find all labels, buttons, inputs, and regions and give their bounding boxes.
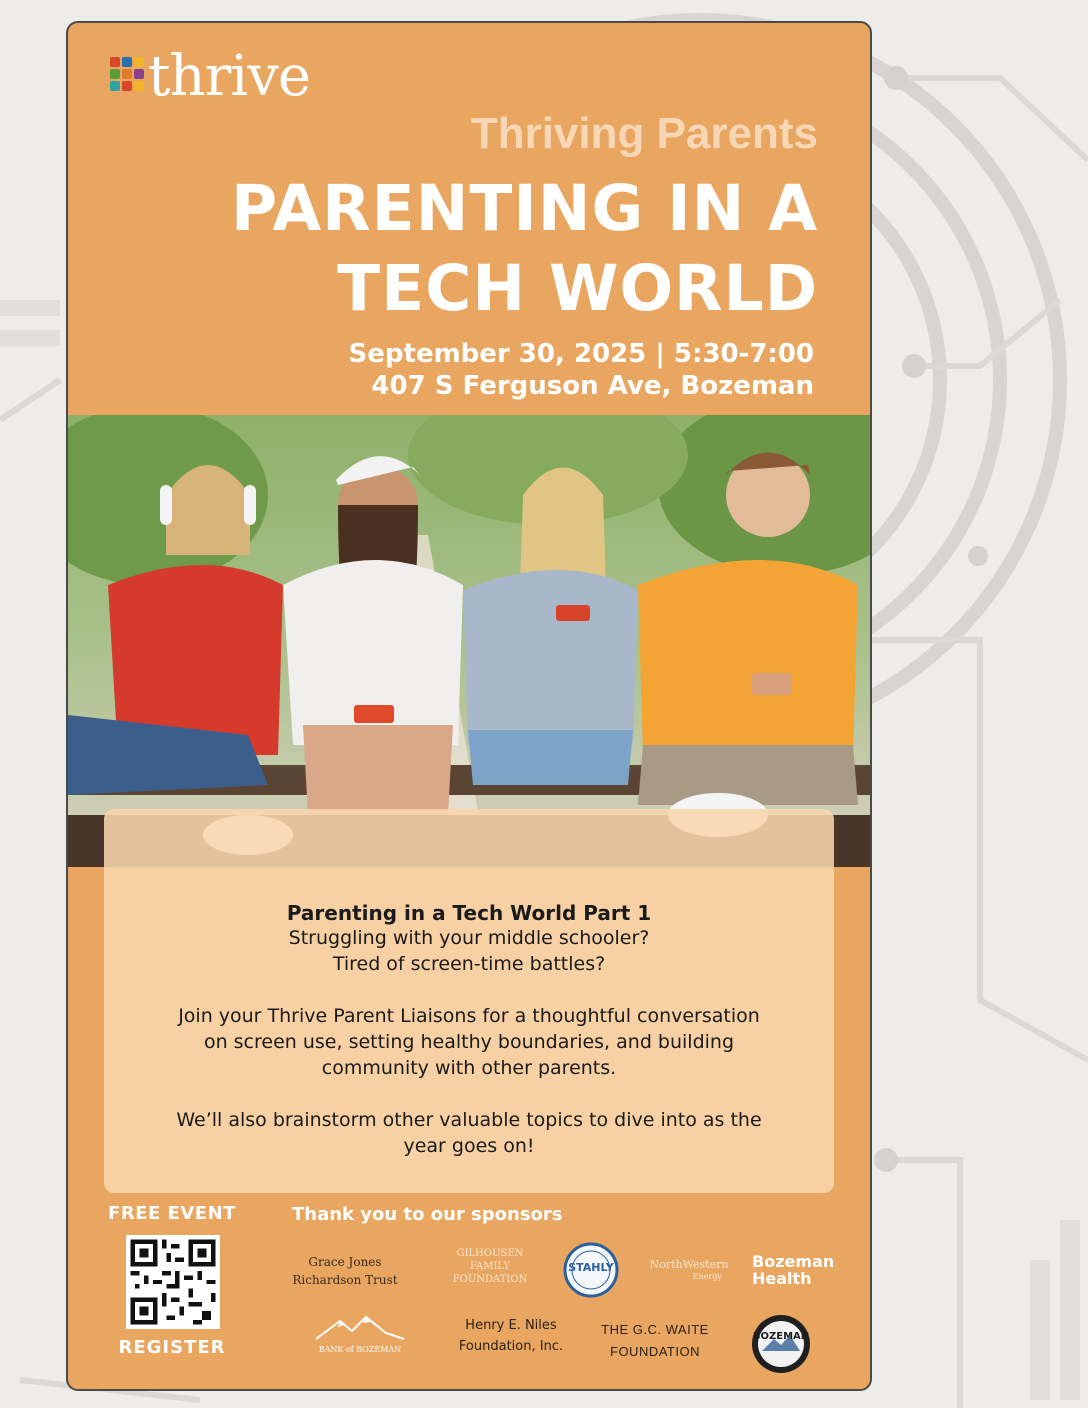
title-line-1: PARENTING IN A xyxy=(230,172,818,245)
details-body-2-line-1: We’ll also brainstorm other valuable topics to dive into as the xyxy=(176,1109,762,1131)
register-label[interactable]: REGISTER xyxy=(118,1337,226,1358)
sponsor-gil-line-3: FOUNDATION xyxy=(452,1274,528,1285)
sponsor-stahly xyxy=(562,1241,620,1299)
sponsor-seal-label: BOZEMAN xyxy=(752,1331,810,1342)
details-body-2-line-2: year goes on! xyxy=(403,1135,535,1157)
sponsor-niles-line-1: Henry E. Niles xyxy=(465,1318,557,1333)
details-body-1-line-3: community with other parents. xyxy=(321,1057,617,1079)
sponsor-bank-of-bozeman xyxy=(310,1315,410,1354)
flyer-card xyxy=(66,21,872,1391)
bozeman-seal-icon xyxy=(750,1313,812,1375)
sponsor-grace-line-2: Richardson Trust xyxy=(292,1273,398,1287)
sponsor-grace-jones xyxy=(280,1253,410,1289)
event-date-time: September 30, 2025 | 5:30-7:00 xyxy=(348,339,814,369)
details-lead-1: Struggling with your middle schooler? xyxy=(288,927,650,949)
free-event-label: FREE EVENT xyxy=(108,1203,236,1224)
logo-wordmark: thrive xyxy=(148,44,311,109)
mountain-logo-icon xyxy=(310,1315,410,1341)
title-line-2: TECH WORLD xyxy=(337,252,818,325)
sponsor-northwestern-name: NorthWestern xyxy=(649,1258,729,1271)
sponsor-northwestern-sub: Energy xyxy=(692,1272,722,1281)
sponsor-bozeman-seal xyxy=(750,1313,812,1375)
sponsor-gil-line-2: FAMILY xyxy=(469,1261,511,1272)
sponsor-grace-line-1: Grace Jones xyxy=(308,1255,382,1269)
event-address: 407 S Ferguson Ave, Bozeman xyxy=(371,371,814,401)
event-title xyxy=(78,169,818,329)
event-series-subtitle: Thriving Parents xyxy=(470,109,818,158)
register-qr-code[interactable] xyxy=(126,1235,220,1329)
teens-on-bench-photo xyxy=(68,415,870,867)
thrive-logo-icon xyxy=(110,57,144,93)
sponsor-bozeman-health xyxy=(752,1253,842,1287)
sponsor-gc-waite xyxy=(600,1319,710,1363)
sponsor-niles-line-2: Foundation, Inc. xyxy=(458,1339,564,1354)
sponsor-bank-label: BANK of BOZEMAN xyxy=(318,1345,402,1354)
details-lead-2: Tired of screen-time battles? xyxy=(332,953,606,975)
sponsor-gilhousen xyxy=(440,1247,540,1286)
event-details-box xyxy=(104,809,834,1193)
details-heading: Parenting in a Tech World Part 1 xyxy=(286,901,652,925)
sponsor-northwestern xyxy=(644,1259,734,1283)
sponsor-bh-line-1: Bozeman xyxy=(752,1252,835,1271)
sponsor-waite-line-2: FOUNDATION xyxy=(610,1344,700,1359)
sponsor-stahly-label: STAHLY xyxy=(568,1261,614,1274)
sponsor-bh-line-2: Health xyxy=(752,1269,812,1288)
details-body-1-line-2: on screen use, setting healthy boundaries, and building xyxy=(203,1031,735,1053)
sponsors-heading: Thank you to our sponsors xyxy=(292,1204,563,1225)
sponsor-gil-line-1: GILHOUSEN xyxy=(456,1248,524,1259)
details-body-1-line-1: Join your Thrive Parent Liaisons for a thoughtful conversation xyxy=(178,1005,760,1027)
thrive-logo xyxy=(110,44,311,109)
sponsor-waite-line-1: THE G.C. WAITE xyxy=(601,1322,709,1337)
sponsor-henry-niles xyxy=(446,1315,576,1357)
